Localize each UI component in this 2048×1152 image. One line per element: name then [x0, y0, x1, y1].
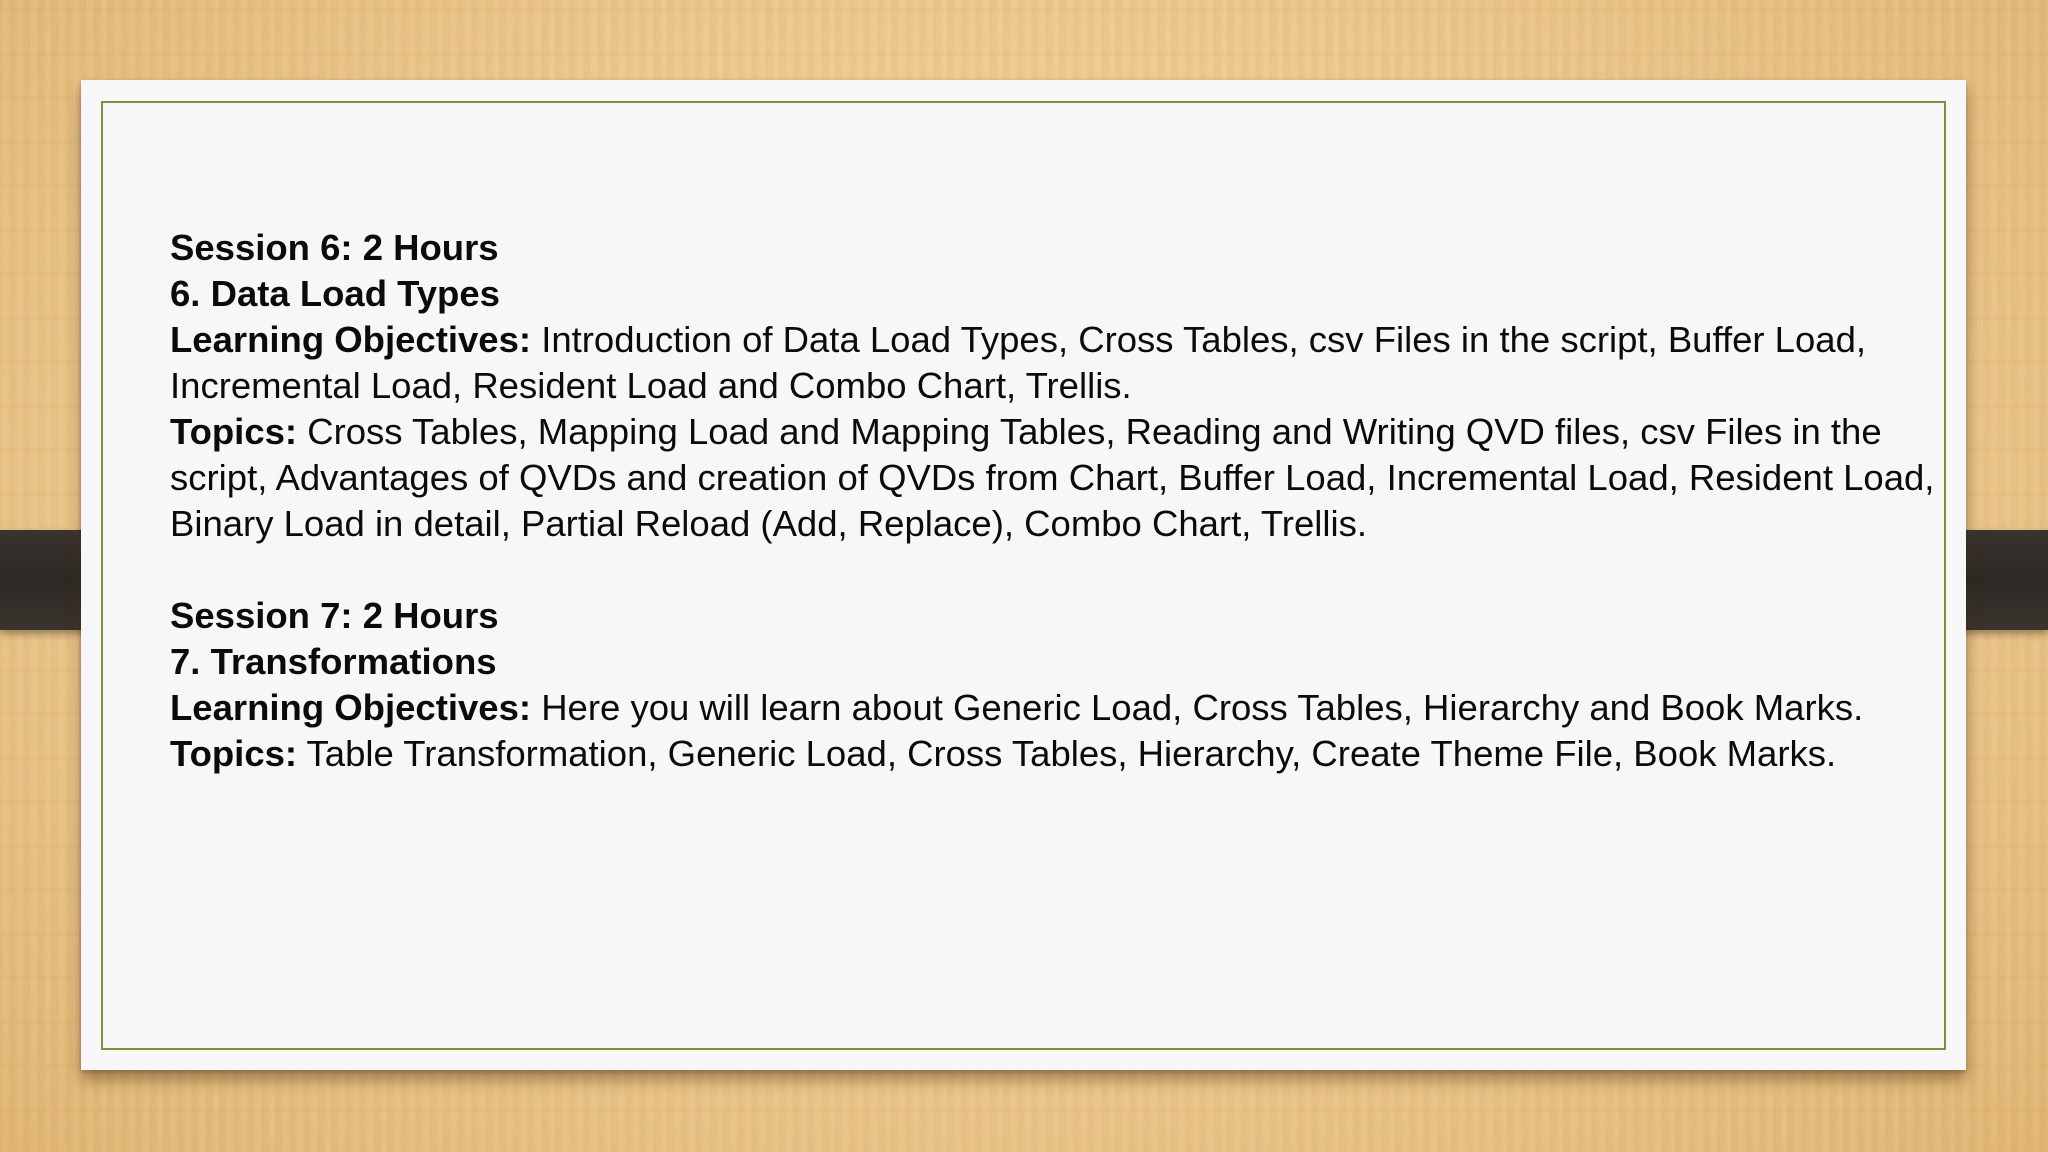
topics-label: Topics:	[170, 733, 298, 774]
session-title: 6. Data Load Types	[170, 273, 500, 314]
learning-objectives-label: Learning Objectives:	[170, 687, 532, 728]
learning-objectives	[170, 317, 1960, 409]
slide-paper	[81, 80, 1966, 1070]
session-title: 7. Transformations	[170, 641, 497, 682]
section-spacer	[170, 547, 1960, 593]
topics	[170, 409, 1960, 547]
topics-text: Table Transformation, Generic Load, Cross Tables, Hierarchy, Create Theme File, Book Marks.	[297, 733, 1837, 774]
learning-objectives-text: Here you will learn about Generic Load, Cross Tables, Hierarchy and Book Marks.	[531, 687, 1864, 728]
topics-text: Cross Tables, Mapping Load and Mapping Tables, Reading and Writing QVD files, csv Files in the script, Advantages of QVDs and creation of QVDs from Chart, Buffer Load, Incremental Load, Resident Load, Binary Load in detail, Partial Reload (Add, Replace), Combo Chart, Trellis.	[170, 411, 1935, 544]
learning-objectives	[170, 685, 1960, 731]
learning-objectives-text: Introduction of Data Load Types, Cross Tables, csv Files in the script, Buffer Load, Incremental Load, Resident Load and Combo Chart, Trellis.	[170, 319, 1867, 406]
session-block-7	[170, 593, 1960, 777]
session-header: Session 6: 2 Hours	[170, 227, 499, 268]
topics-label: Topics:	[170, 411, 298, 452]
session-header: Session 7: 2 Hours	[170, 595, 499, 636]
slide-content	[170, 225, 1960, 777]
learning-objectives-label: Learning Objectives:	[170, 319, 532, 360]
topics	[170, 731, 1960, 777]
session-block-6	[170, 225, 1960, 547]
